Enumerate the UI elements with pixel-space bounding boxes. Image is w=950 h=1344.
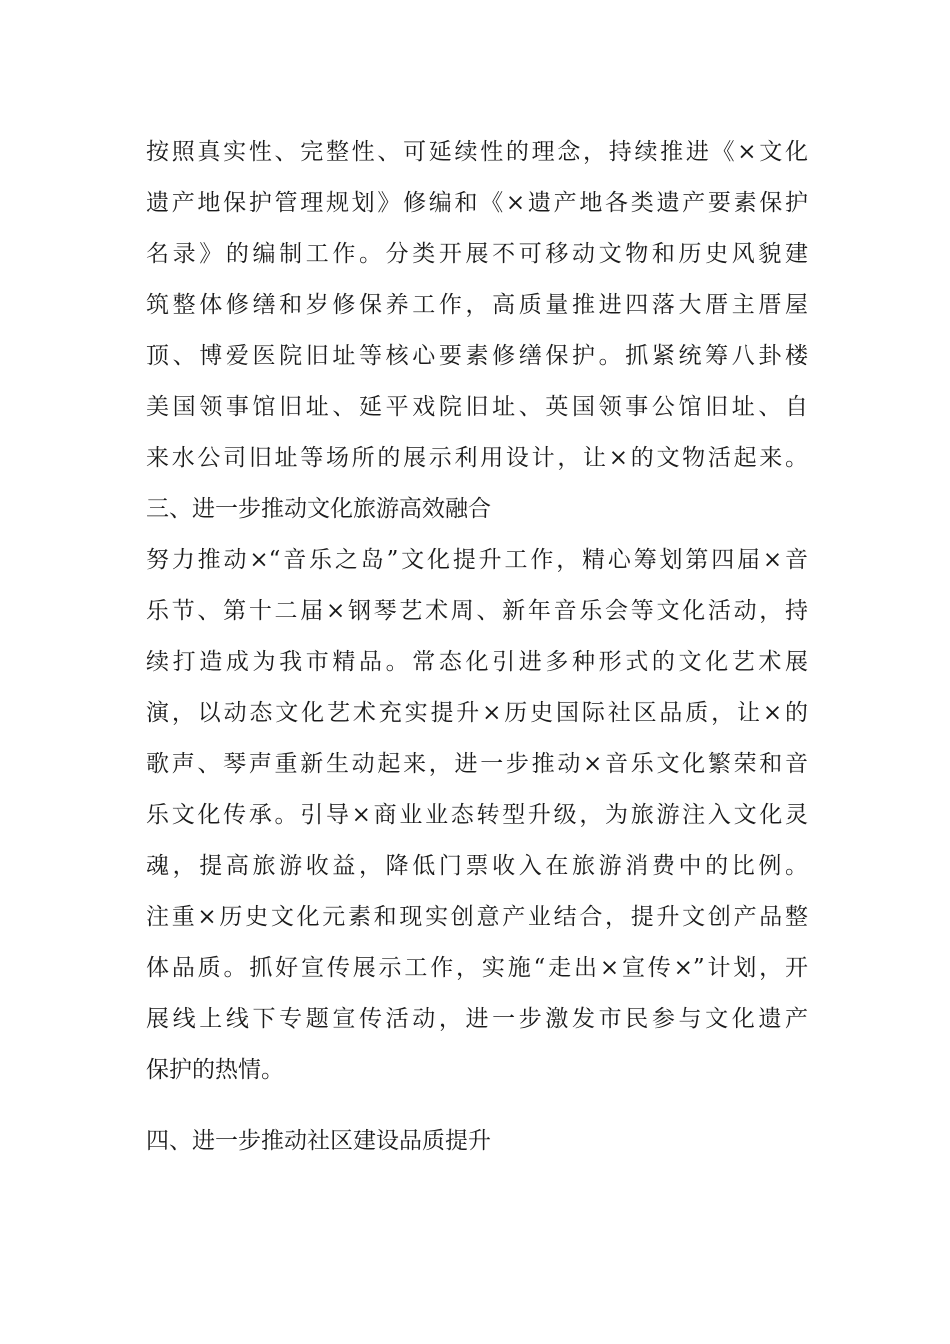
text-line: 遗产地保护管理规划》修编和《×遗产地各类遗产要素保护 [146,190,808,216]
text-line: 乐节、第十二届×钢琴艺术周、新年音乐会等文化活动，持 [146,598,808,624]
text-line: 来水公司旧址等场所的展示利用设计，让×的文物活起来。 [146,445,808,471]
text-line: 演，以动态文化艺术充实提升×历史国际社区品质，让×的 [146,700,808,726]
text-line: 顶、博爱医院旧址等核心要素修缮保护。抓紧统筹八卦楼 [146,343,808,369]
text-line: 展线上线下专题宣传活动，进一步激发市民参与文化遗产 [146,1006,808,1032]
section-heading-3: 三、进一步推动文化旅游高效融合 [146,496,491,522]
section-heading-4: 四、进一步推动社区建设品质提升 [146,1128,491,1154]
text-line: 续打造成为我市精品。常态化引进多种形式的文化艺术展 [146,649,808,675]
document-body [146,127,808,1167]
text-line: 筑整体修缮和岁修保养工作，高质量推进四落大厝主厝屋 [146,292,808,318]
paragraph-culture-tourism [146,535,808,1096]
paragraph-heritage-protection [146,127,808,484]
text-line: 魂，提高旅游收益，降低门票收入在旅游消费中的比例。 [146,853,808,879]
text-line: 努力推动×“音乐之岛”文化提升工作，精心筹划第四届×音 [146,547,808,573]
text-line: 歌声、琴声重新生动起来，进一步推动×音乐文化繁荣和音 [146,751,808,777]
text-line: 体品质。抓好宣传展示工作，实施“走出×宣传×”计划，开 [146,955,808,981]
text-line: 乐文化传承。引导×商业业态转型升级，为旅游注入文化灵 [146,802,808,828]
text-line: 名录》的编制工作。分类开展不可移动文物和历史风貌建 [146,241,808,267]
text-line: 保护的热情。 [146,1057,284,1083]
text-line: 美国领事馆旧址、延平戏院旧址、英国领事公馆旧址、自 [146,394,808,420]
text-line: 按照真实性、完整性、可延续性的理念，持续推进《×文化 [146,139,808,165]
paragraph-spacer [146,1096,808,1116]
text-line: 注重×历史文化元素和现实创意产业结合，提升文创产品整 [146,904,808,930]
